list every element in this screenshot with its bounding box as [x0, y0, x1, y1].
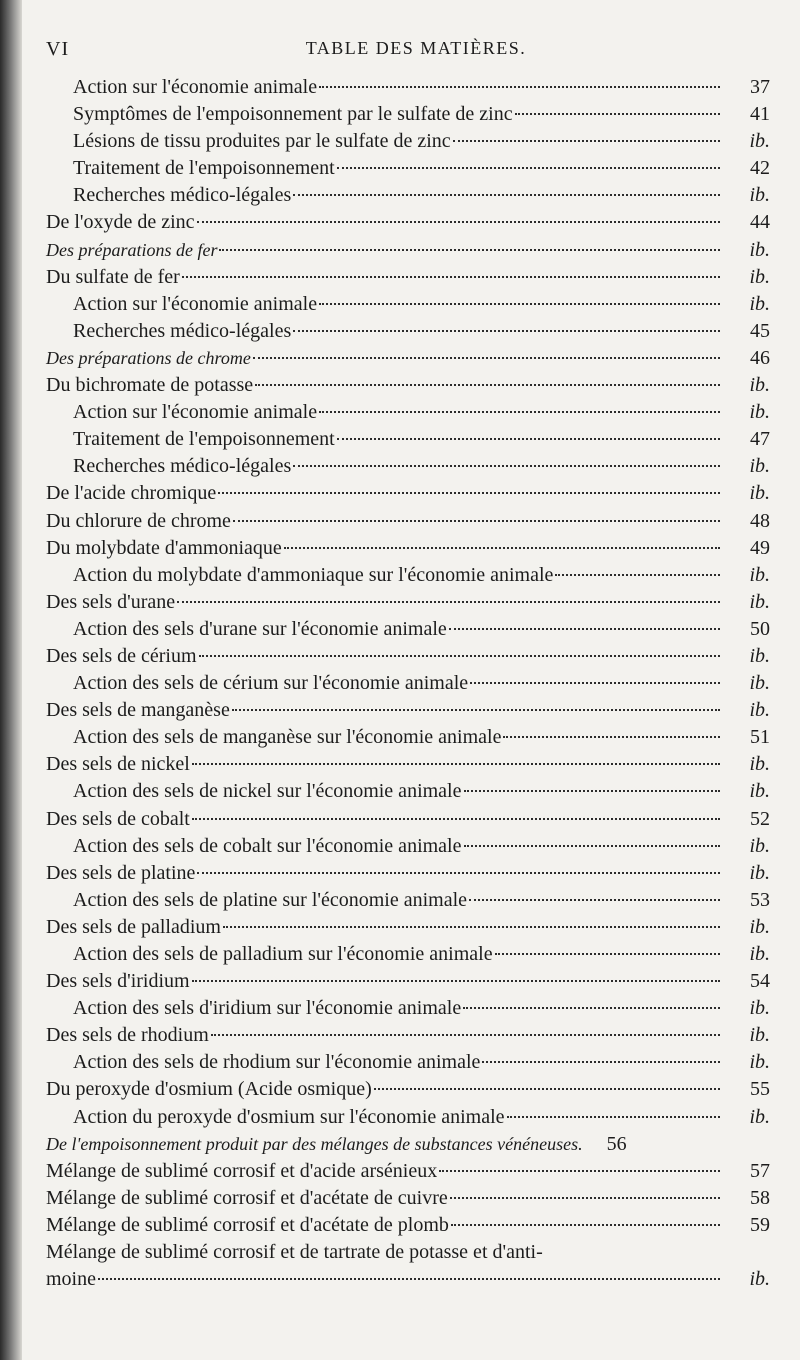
toc-entry-title: Des sels de platine [46, 861, 196, 884]
toc-entry-page: ib. [749, 292, 770, 315]
toc-entry-page: 55 [750, 1078, 770, 1101]
toc-entry-page: ib. [749, 563, 770, 586]
toc-entry-page: ib. [749, 699, 770, 722]
dot-leader [218, 492, 720, 494]
toc-entry-title: Action des sels de cobalt sur l'économie animale [73, 834, 462, 857]
dot-leader [182, 276, 720, 278]
toc-entry [46, 616, 770, 643]
dot-leader [337, 438, 720, 440]
toc-entry [46, 1158, 770, 1185]
dot-leader [197, 872, 720, 874]
toc-entry-page: ib. [749, 238, 770, 261]
toc-entry-page: ib. [749, 753, 770, 776]
toc-entry [46, 778, 770, 805]
toc-entry [46, 480, 770, 507]
toc-entry [46, 345, 770, 372]
toc-entry-page: 54 [750, 970, 770, 993]
toc-entry [46, 995, 770, 1022]
dot-leader [192, 763, 720, 765]
toc-entry-page: ib. [749, 644, 770, 667]
dot-leader [219, 249, 720, 251]
toc-entry-page: ib. [749, 374, 770, 397]
toc-entry [46, 182, 770, 209]
toc-entry-page: ib. [749, 1105, 770, 1128]
toc-entry-page: ib. [749, 780, 770, 803]
dot-leader [450, 1197, 720, 1199]
toc-entry-page: 45 [750, 319, 770, 342]
toc-entry-title: Mélange de sublimé corrosif et d'acétate de plomb [46, 1213, 449, 1236]
dot-leader [293, 194, 720, 196]
toc-entry-page: ib. [749, 943, 770, 965]
toc-entry-title: Action des sels de palladium sur l'économie animale [73, 943, 493, 965]
page-binding-edge [0, 0, 22, 1360]
dot-leader [253, 357, 720, 359]
toc-entry-page: 37 [750, 76, 770, 98]
toc-entry-page: 53 [750, 888, 770, 911]
dot-leader [451, 1224, 720, 1226]
dot-leader [449, 628, 720, 630]
toc-entry [46, 372, 770, 399]
toc-entry [46, 155, 770, 182]
dot-leader [482, 1061, 720, 1063]
toc-entry-title: Des sels de cobalt [46, 807, 190, 830]
toc-entry-title: moine [46, 1268, 96, 1291]
toc-entry-title: Du sulfate de fer [46, 265, 180, 288]
toc-entry-title: Des sels de palladium [46, 915, 221, 938]
toc-entry-page: ib. [749, 1051, 770, 1074]
toc-entry [46, 887, 770, 914]
toc-entry [46, 968, 770, 995]
toc-entry-page: 44 [750, 211, 770, 234]
toc-entry-page: 57 [750, 1159, 770, 1182]
toc-entry [46, 806, 770, 833]
dot-leader [293, 465, 720, 467]
toc-entry-page: ib. [749, 1024, 770, 1047]
toc-entry-title: Mélange de sublimé corrosif et de tartrate de potasse et d'anti- [46, 1241, 543, 1264]
toc-entry [46, 724, 770, 751]
toc-entry-title: Action des sels de manganèse sur l'économie animale [73, 726, 502, 749]
toc-entry [46, 74, 770, 101]
toc-entry [46, 264, 770, 291]
toc-entry-title: Lésions de tissu produites par le sulfate de zinc [73, 130, 451, 153]
toc-entry-page: 46 [750, 346, 770, 369]
toc-entry-title: Action du peroxyde d'osmium sur l'économie animale [73, 1105, 505, 1128]
toc-entry [46, 914, 770, 941]
toc-entry-title: Des sels de cérium [46, 644, 197, 667]
toc-entry-title: Mélange de sublimé corrosif et d'acétate de cuivre [46, 1186, 448, 1209]
toc-entry-title: De l'empoisonnement produit par des mélanges de substances vénéneuses. [46, 1133, 583, 1154]
dot-leader [319, 86, 720, 88]
toc-entry [46, 1131, 770, 1158]
toc-entry-title: Recherches médico-légales [73, 184, 292, 207]
dot-leader [177, 601, 720, 603]
toc-entry-title: Action des sels de platine sur l'économie animale [73, 888, 468, 911]
toc-entry-page: ib. [749, 184, 770, 207]
toc-entry-title: Action sur l'économie animale [73, 76, 318, 98]
toc-entry [46, 426, 770, 453]
toc-entry-page: ib. [749, 130, 770, 153]
dot-leader [284, 547, 720, 549]
toc-entry-title: Des sels d'iridium [46, 970, 190, 993]
toc-entry-title: Des préparations de fer [46, 239, 218, 260]
dot-leader [453, 140, 720, 142]
toc-entry-title: Action des sels d'iridium sur l'économie animale [73, 997, 462, 1020]
toc-entry [46, 1239, 770, 1266]
toc-entry [46, 589, 770, 616]
toc-entry-page: ib. [749, 861, 770, 884]
toc-entry [46, 1212, 770, 1239]
toc-entry-title: Action des sels de cérium sur l'économie animale [73, 672, 469, 695]
toc-entry-title: Du peroxyde d'osmium (Acide osmique) [46, 1078, 372, 1101]
toc-entry-page: ib. [749, 482, 770, 505]
toc-entry [46, 751, 770, 778]
table-of-contents [46, 74, 770, 1293]
dot-leader [507, 1116, 720, 1118]
toc-entry-title: Du bichromate de potasse [46, 374, 254, 397]
dot-leader [197, 221, 720, 223]
toc-entry-page: ib. [749, 997, 770, 1020]
toc-entry-title: Des préparations de chrome [46, 347, 251, 368]
toc-entry [46, 670, 770, 697]
toc-entry-page: ib. [749, 590, 770, 613]
toc-entry-page: 59 [750, 1213, 770, 1236]
toc-entry-title: Des sels de manganèse [46, 699, 230, 722]
toc-entry [46, 833, 770, 860]
dot-leader [255, 384, 720, 386]
dot-leader [515, 113, 720, 115]
toc-entry-title: Des sels de rhodium [46, 1024, 209, 1047]
toc-entry [46, 562, 770, 589]
toc-entry-title: Recherches médico-légales [73, 455, 292, 478]
dot-leader [374, 1088, 720, 1090]
running-title: TABLE DES MATIÈRES. [305, 38, 527, 58]
toc-entry-page: ib. [749, 672, 770, 695]
dot-leader [464, 845, 721, 847]
toc-entry [46, 1104, 770, 1131]
toc-entry-title: De l'acide chromique [46, 482, 217, 505]
toc-entry-title: Du molybdate d'ammoniaque [46, 536, 282, 559]
toc-entry-title: Action sur l'économie animale [73, 401, 318, 424]
dot-leader [555, 574, 720, 576]
toc-entry [46, 399, 770, 426]
toc-entry [46, 697, 770, 724]
toc-entry-title: Traitement de l'empoisonnement [73, 428, 335, 451]
toc-entry [46, 860, 770, 887]
toc-entry-page: 58 [750, 1186, 770, 1209]
toc-entry [46, 453, 770, 480]
toc-entry-page: 48 [750, 509, 770, 532]
dot-leader [319, 411, 720, 413]
toc-entry [46, 508, 770, 535]
toc-entry-page: 51 [750, 726, 770, 749]
toc-entry-page: 52 [750, 807, 770, 830]
dot-leader [470, 682, 720, 684]
toc-entry [46, 1022, 770, 1049]
dot-leader [233, 520, 720, 522]
dot-leader [232, 709, 720, 711]
toc-entry [46, 1049, 770, 1076]
toc-entry [46, 101, 770, 128]
toc-entry [46, 1266, 770, 1293]
toc-entry [46, 1185, 770, 1212]
page-number: VI [46, 38, 70, 60]
toc-entry-page: 42 [750, 157, 770, 180]
toc-entry-title: Action du molybdate d'ammoniaque sur l'économie animale [73, 563, 554, 586]
dot-leader [463, 1007, 720, 1009]
toc-entry-page: ib. [749, 834, 770, 857]
toc-entry-title: Action des sels de rhodium sur l'économie animale [73, 1051, 481, 1074]
dot-leader [211, 1034, 720, 1036]
dot-leader [337, 167, 720, 169]
toc-entry-page: 41 [750, 103, 770, 126]
dot-leader [495, 953, 720, 955]
toc-entry-title: Action sur l'économie animale [73, 292, 318, 315]
toc-entry-title: Action des sels de nickel sur l'économie animale [73, 780, 462, 803]
toc-entry [46, 237, 770, 264]
toc-entry-page: ib. [749, 401, 770, 424]
toc-entry-title: Du chlorure de chrome [46, 509, 231, 532]
dot-leader [503, 736, 720, 738]
dot-leader [192, 980, 720, 982]
toc-entry-page: ib. [749, 455, 770, 478]
toc-entry [46, 941, 770, 968]
toc-entry [46, 209, 770, 236]
dot-leader [319, 303, 720, 305]
toc-entry-title: Traitement de l'empoisonnement [73, 157, 335, 180]
dot-leader [192, 818, 720, 820]
dot-leader [464, 790, 721, 792]
toc-entry-page: 50 [750, 617, 770, 640]
toc-entry-page: ib. [749, 915, 770, 938]
toc-entry-page: ib. [749, 1268, 770, 1291]
toc-entry-title: Action des sels d'urane sur l'économie animale [73, 617, 447, 640]
dot-leader [223, 926, 720, 928]
toc-entry [46, 643, 770, 670]
dot-leader [98, 1278, 720, 1280]
toc-entry-page: ib. [749, 265, 770, 288]
toc-entry-page: 49 [750, 536, 770, 559]
toc-entry-title: Des sels de nickel [46, 753, 190, 776]
toc-entry [46, 318, 770, 345]
toc-entry [46, 291, 770, 318]
toc-entry-page: 56 [606, 1132, 627, 1155]
toc-entry-title: Des sels d'urane [46, 590, 176, 613]
dot-leader [469, 899, 720, 901]
dot-leader [293, 330, 720, 332]
toc-entry-page: 47 [750, 428, 770, 451]
toc-entry [46, 1076, 770, 1103]
dot-leader [439, 1170, 720, 1172]
toc-entry-title: Symptômes de l'empoisonnement par le sulfate de zinc [73, 103, 513, 126]
toc-entry-title: Recherches médico-légales [73, 319, 292, 342]
toc-entry-title: De l'oxyde de zinc [46, 211, 195, 234]
toc-entry-title: Mélange de sublimé corrosif et d'acide arsénieux [46, 1159, 438, 1182]
dot-leader [199, 655, 720, 657]
page-header [46, 38, 786, 68]
toc-entry [46, 535, 770, 562]
toc-entry [46, 128, 770, 155]
